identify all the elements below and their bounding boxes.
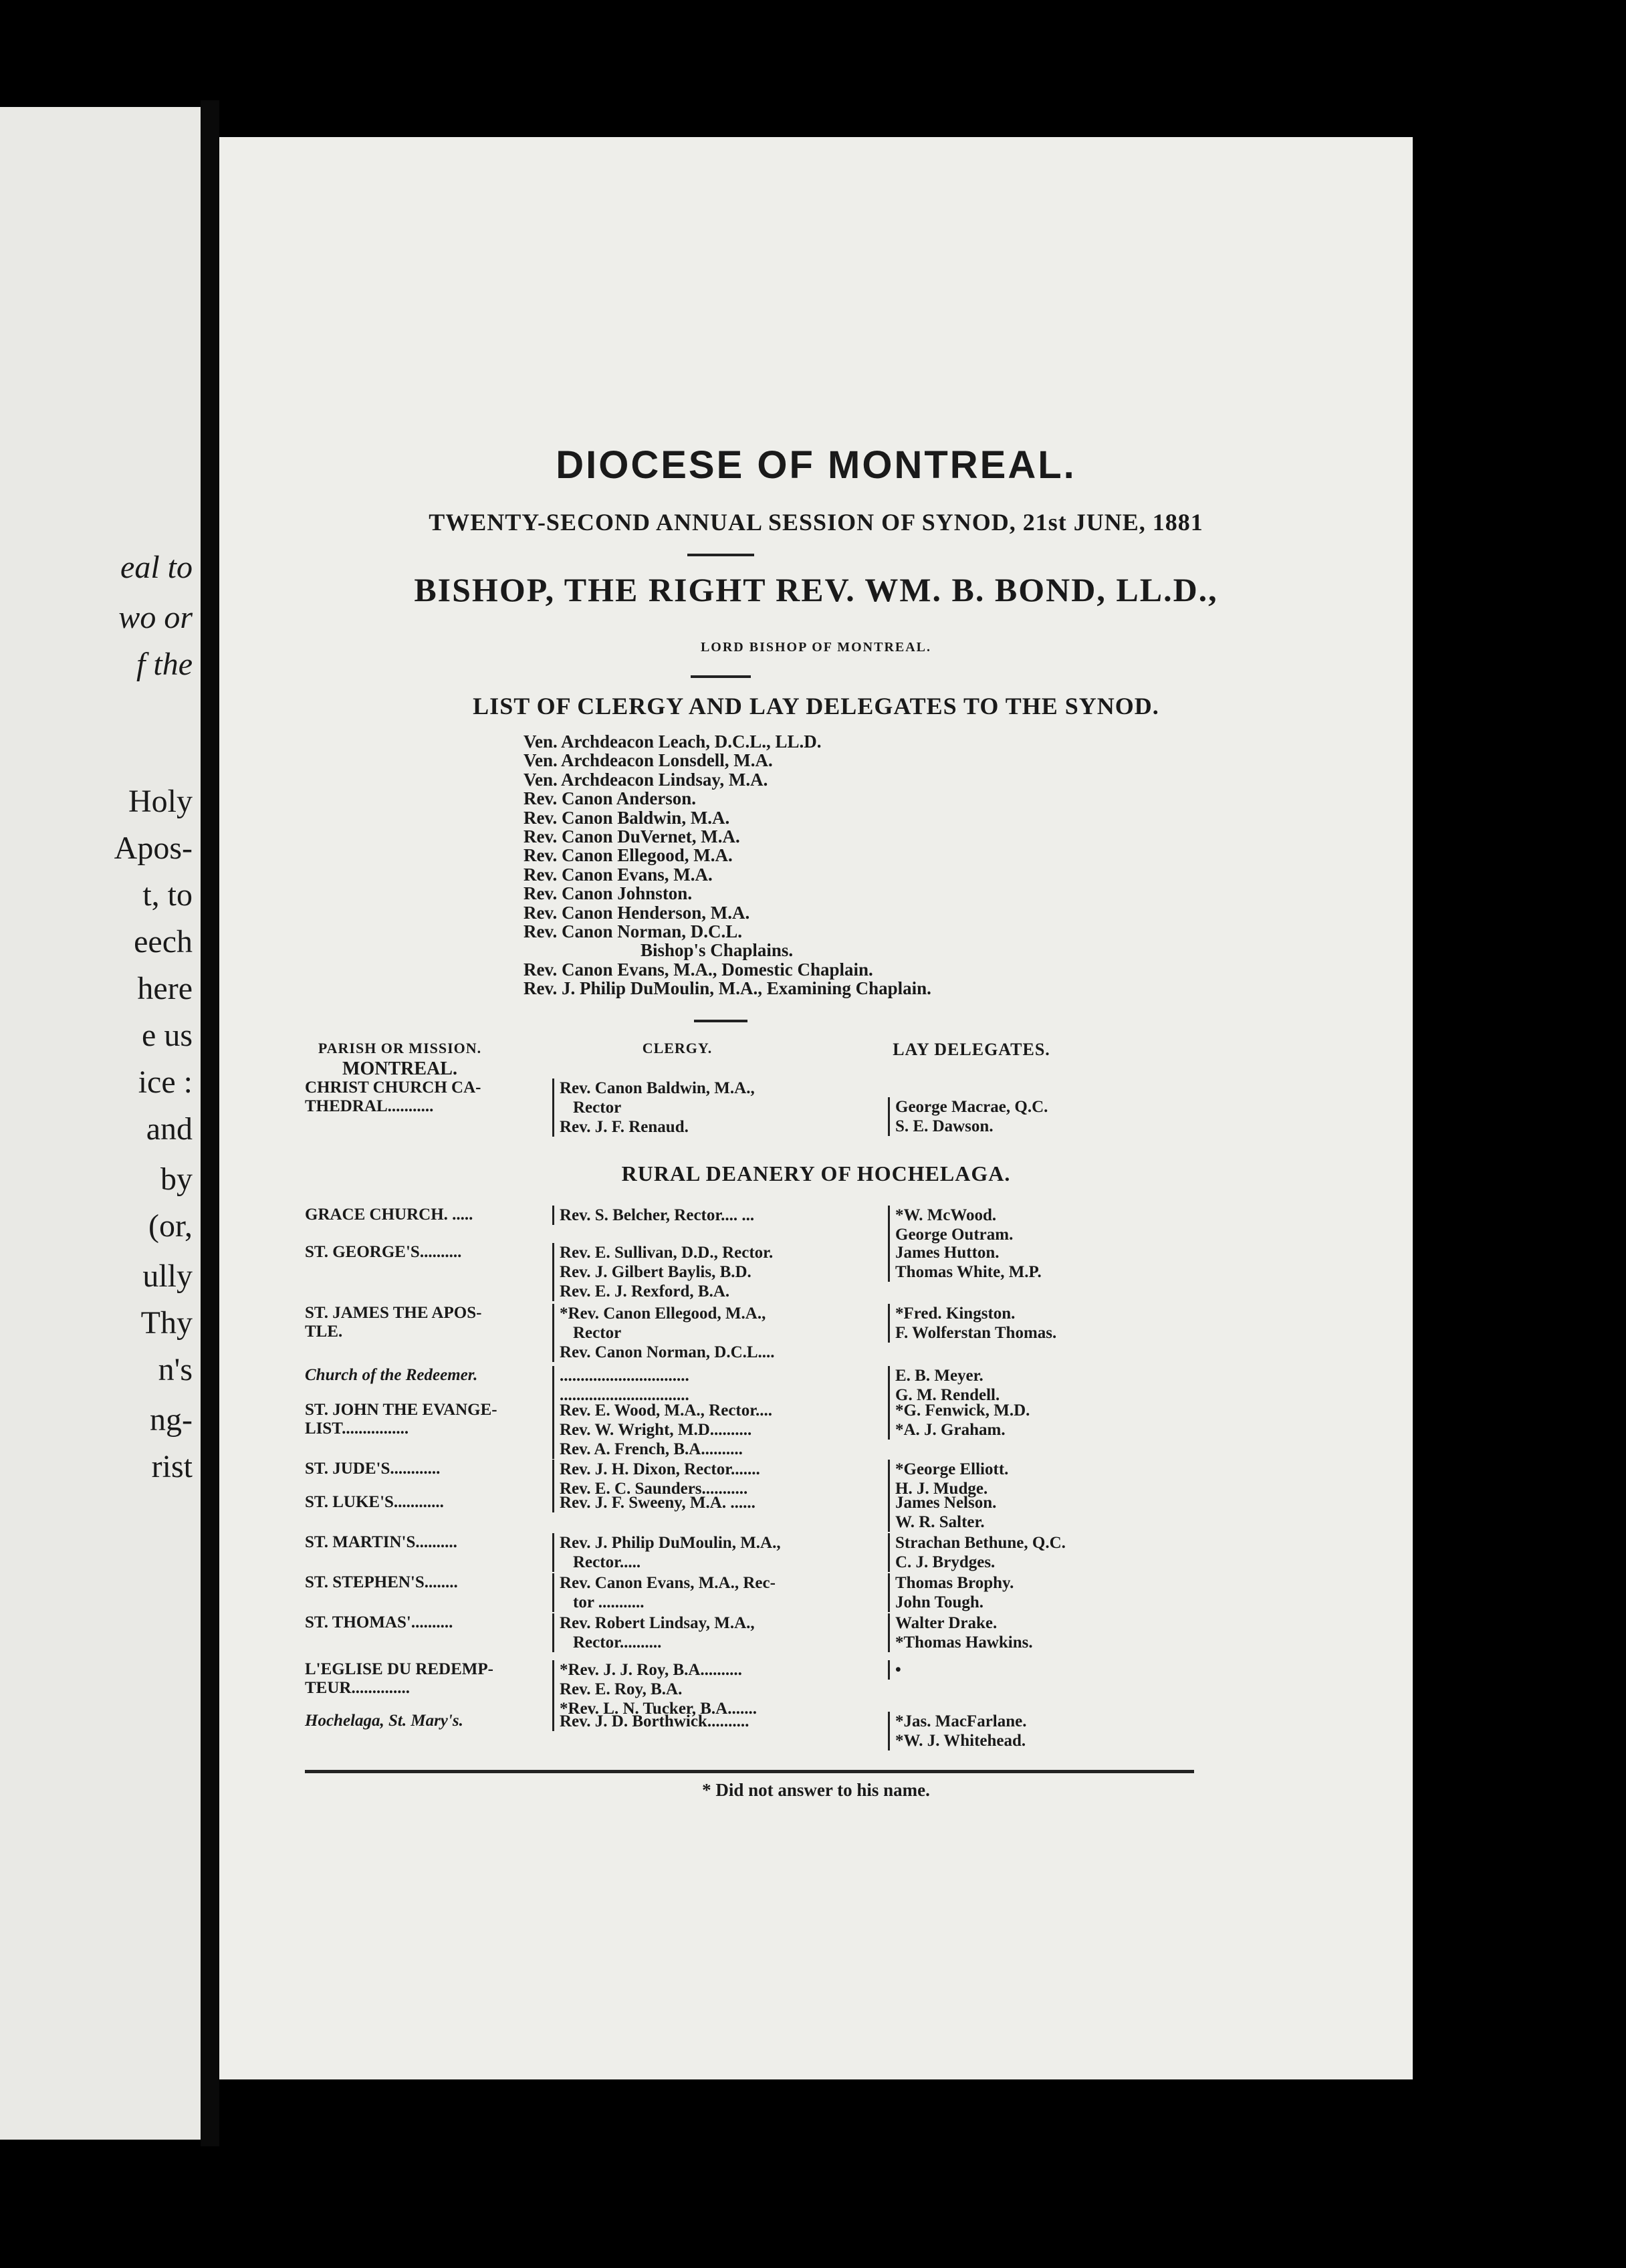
lay-line: Thomas Brophy. xyxy=(895,1574,1014,1592)
lay-line: Strachan Bethune, Q.C. xyxy=(895,1534,1066,1552)
clergy-list-item: Rev. Canon Norman, D.C.L. xyxy=(524,921,743,942)
column-header-lay-delegates: LAY DELEGATES. xyxy=(893,1040,1050,1059)
clergy-list-item: Rev. Canon Anderson. xyxy=(524,788,697,809)
lay-line: W. R. Salter. xyxy=(895,1513,985,1531)
clergy-cell xyxy=(552,1660,881,1718)
bishop-line: BISHOP, THE RIGHT REV. WM. B. BOND, LL.D., xyxy=(414,571,1218,608)
clergy-line: Rev. Canon Evans, M.A., Rec- xyxy=(560,1574,776,1592)
clergy-line: Rev. W. Wright, M.D.......... xyxy=(560,1421,752,1439)
parish-line: Hochelaga, St. Mary's. xyxy=(305,1712,463,1730)
lay-line: E. B. Meyer. xyxy=(895,1367,983,1385)
column-header-parish: PARISH OR MISSION. xyxy=(318,1040,482,1056)
left-page-text-fragment: ng- xyxy=(150,1402,193,1438)
lay-cell xyxy=(888,1366,1216,1405)
clergy-line: Rev. J. F. Sweeny, M.A. ...... xyxy=(560,1494,756,1512)
left-page-text-fragment: rist xyxy=(151,1449,193,1484)
left-page-text-fragment: (or, xyxy=(148,1208,193,1244)
clergy-line: Rev. Robert Lindsay, M.A., xyxy=(560,1614,755,1632)
lay-cell xyxy=(888,1493,1216,1532)
page-title: DIOCESE OF MONTREAL. xyxy=(556,443,1076,487)
column-header-clergy: CLERGY. xyxy=(642,1040,713,1056)
clergy-list-item: Rev. Canon Evans, M.A. xyxy=(524,864,713,885)
lay-line: S. E. Dawson. xyxy=(895,1117,994,1135)
document-page xyxy=(219,137,1413,2079)
lay-line: G. M. Rendell. xyxy=(895,1386,1000,1404)
parish-cell xyxy=(305,1613,536,1632)
parish-line: ST. THOMAS'.......... xyxy=(305,1613,453,1631)
left-page-text-fragment: e us xyxy=(142,1018,193,1053)
clergy-line: Rev. J. Gilbert Baylis, B.D. xyxy=(560,1263,751,1281)
lay-line: *W. J. Whitehead. xyxy=(895,1732,1026,1750)
clergy-list-item: Rev. Canon DuVernet, M.A. xyxy=(524,826,740,847)
divider xyxy=(691,675,751,678)
clergy-cell xyxy=(552,1401,881,1459)
table-bottom-rule xyxy=(305,1770,1194,1773)
parish-cell xyxy=(305,1206,536,1224)
clergy-list-item: Ven. Archdeacon Leach, D.C.L., LL.D. xyxy=(524,731,822,752)
clergy-line: Rector xyxy=(573,1324,622,1342)
parish-cell xyxy=(305,1079,536,1116)
divider xyxy=(687,554,754,556)
clergy-cell xyxy=(552,1493,881,1512)
parish-line: ST. JUDE'S............ xyxy=(305,1460,441,1478)
clergy-line: Rev. Canon Norman, D.C.L.... xyxy=(560,1343,775,1361)
left-page-text-fragment: t, to xyxy=(142,877,193,913)
clergy-list-item: Rev. J. Philip DuMoulin, M.A., Examining Chaplain. xyxy=(524,978,931,999)
lay-line: Thomas White, M.P. xyxy=(895,1263,1042,1281)
parish-cell xyxy=(305,1573,536,1592)
chaplains-subheading: Bishop's Chaplains. xyxy=(641,940,794,961)
clergy-line: Rev. J. F. Renaud. xyxy=(560,1118,689,1136)
clergy-list xyxy=(524,732,1125,998)
clergy-line: Rev. E. C. Saunders........... xyxy=(560,1480,748,1498)
lay-line: *G. Fenwick, M.D. xyxy=(895,1401,1030,1420)
lay-line: George Macrae, Q.C. xyxy=(895,1098,1048,1116)
clergy-cell xyxy=(552,1613,881,1652)
lay-cell xyxy=(888,1097,1216,1136)
deanery-heading: RURAL DEANERY OF HOCHELAGA. xyxy=(621,1161,1011,1185)
clergy-cell xyxy=(552,1206,881,1225)
parish-line: GRACE CHURCH. ..... xyxy=(305,1206,473,1224)
lay-line: James Hutton. xyxy=(895,1244,1000,1262)
clergy-line: Rev. J. H. Dixon, Rector....... xyxy=(560,1460,760,1478)
lay-line: F. Wolferstan Thomas. xyxy=(895,1324,1057,1342)
parish-line: TEUR.............. xyxy=(305,1679,410,1697)
clergy-line: Rev. Canon Baldwin, M.A., xyxy=(560,1079,755,1097)
parish-line: Church of the Redeemer. xyxy=(305,1366,478,1384)
parish-cell xyxy=(305,1366,536,1385)
lay-line: James Nelson. xyxy=(895,1494,997,1512)
lay-cell xyxy=(888,1206,1216,1244)
left-page-text-fragment: Thy xyxy=(140,1305,193,1341)
lay-line: Walter Drake. xyxy=(895,1614,998,1632)
left-page-text-fragment: wo or xyxy=(118,600,193,635)
lay-cell xyxy=(888,1533,1216,1572)
clergy-line: Rev. J. D. Borthwick.......... xyxy=(560,1712,749,1730)
left-page-text-fragment: f the xyxy=(136,647,193,682)
parish-line: ST. GEORGE'S.......... xyxy=(305,1243,462,1261)
footnote: * Did not answer to his name. xyxy=(702,1780,930,1800)
clergy-line: Rector..... xyxy=(573,1553,641,1571)
clergy-cell xyxy=(552,1533,881,1572)
list-heading: LIST OF CLERGY AND LAY DELEGATES TO THE SYNOD. xyxy=(473,693,1159,719)
parish-line: ST. JOHN THE EVANGE- xyxy=(305,1401,497,1419)
parish-line: THEDRAL........... xyxy=(305,1097,434,1115)
parish-cell xyxy=(305,1712,536,1730)
divider xyxy=(694,1020,747,1022)
clergy-cell xyxy=(552,1304,881,1362)
clergy-list-item: Ven. Archdeacon Lindsay, M.A. xyxy=(524,769,768,790)
parish-cell xyxy=(305,1243,536,1262)
lay-cell xyxy=(888,1613,1216,1652)
clergy-line: ............................... xyxy=(560,1367,689,1385)
lay-line: *W. McWood. xyxy=(895,1206,997,1224)
left-page-text-fragment: n's xyxy=(158,1352,193,1387)
parish-line: ST. STEPHEN'S........ xyxy=(305,1573,458,1591)
parish-cell xyxy=(305,1533,536,1552)
clergy-line: ............................... xyxy=(560,1386,689,1404)
clergy-list-item: Rev. Canon Johnston. xyxy=(524,883,693,904)
clergy-line: *Rev. Canon Ellegood, M.A., xyxy=(560,1305,766,1323)
left-page-text-fragment: eech xyxy=(134,924,193,959)
lay-cell xyxy=(888,1243,1216,1282)
lay-line: C. J. Brydges. xyxy=(895,1553,996,1571)
lord-bishop-line: LORD BISHOP OF MONTREAL. xyxy=(700,640,932,655)
clergy-list-item: Rev. Canon Henderson, M.A. xyxy=(524,902,750,923)
parish-line: LIST................ xyxy=(305,1420,409,1438)
clergy-cell xyxy=(552,1712,881,1731)
parish-cell xyxy=(305,1460,536,1478)
left-page-text-fragment: Apos- xyxy=(114,830,193,866)
parish-line: ST. LUKE'S............ xyxy=(305,1493,444,1511)
clergy-cell xyxy=(552,1079,881,1137)
clergy-list-item: Rev. Canon Evans, M.A., Domestic Chaplain. xyxy=(524,959,873,980)
left-page-fragment xyxy=(0,107,201,2140)
left-page-text-fragment: by xyxy=(160,1161,193,1197)
lay-line: John Tough. xyxy=(895,1593,984,1611)
clergy-list-item: Ven. Archdeacon Lonsdell, M.A. xyxy=(524,750,773,771)
section-heading-montreal: MONTREAL. xyxy=(342,1058,457,1079)
clergy-cell xyxy=(552,1573,881,1612)
clergy-line: Rev. S. Belcher, Rector.... ... xyxy=(560,1206,755,1224)
left-page-text-fragment: and xyxy=(146,1111,193,1147)
lay-line: *George Elliott. xyxy=(895,1460,1009,1478)
clergy-line: tor ........... xyxy=(573,1593,645,1611)
clergy-cell xyxy=(552,1366,881,1405)
left-page-text-fragment: eal to xyxy=(120,550,193,585)
parish-cell xyxy=(305,1401,536,1438)
clergy-line: Rev. E. Sullivan, D.D., Rector. xyxy=(560,1244,774,1262)
left-page-text-fragment: here xyxy=(137,971,193,1006)
clergy-line: Rev. J. Philip DuMoulin, M.A., xyxy=(560,1534,781,1552)
clergy-line: *Rev. L. N. Tucker, B.A....... xyxy=(560,1700,757,1718)
left-page-text-fragment: Holy xyxy=(128,784,193,819)
clergy-line: Rev. E. Wood, M.A., Rector.... xyxy=(560,1401,773,1420)
parish-line: TLE. xyxy=(305,1323,343,1341)
parish-line: CHRIST CHURCH CA- xyxy=(305,1079,481,1097)
clergy-line: Rector.......... xyxy=(573,1633,662,1652)
parish-cell xyxy=(305,1660,536,1698)
parish-line: ST. MARTIN'S.......... xyxy=(305,1533,457,1551)
lay-line: *Thomas Hawkins. xyxy=(895,1633,1033,1652)
clergy-line: Rev. E. Roy, B.A. xyxy=(560,1680,683,1698)
lay-line: *A. J. Graham. xyxy=(895,1421,1006,1439)
lay-line: *Fred. Kingston. xyxy=(895,1305,1016,1323)
lay-line: *Jas. MacFarlane. xyxy=(895,1712,1027,1730)
parish-line: L'EGLISE DU REDEMP- xyxy=(305,1660,493,1678)
lay-cell xyxy=(888,1401,1216,1440)
clergy-list-item: Rev. Canon Ellegood, M.A. xyxy=(524,845,733,866)
clergy-cell xyxy=(552,1243,881,1301)
lay-line: H. J. Mudge. xyxy=(895,1480,988,1498)
session-line: TWENTY-SECOND ANNUAL SESSION OF SYNOD, 21st JUNE, 1881 xyxy=(429,509,1203,536)
lay-cell xyxy=(888,1304,1216,1343)
left-page-text-fragment: ully xyxy=(142,1258,193,1294)
left-page-text-fragment: ice : xyxy=(138,1064,193,1100)
parish-cell xyxy=(305,1304,536,1341)
clergy-line: Rev. E. J. Rexford, B.A. xyxy=(560,1282,730,1300)
parish-line: ST. JAMES THE APOS- xyxy=(305,1304,482,1322)
lay-line: • xyxy=(895,1661,901,1679)
parish-cell xyxy=(305,1493,536,1512)
clergy-list-item: Rev. Canon Baldwin, M.A. xyxy=(524,807,730,828)
clergy-line: *Rev. J. J. Roy, B.A.......... xyxy=(560,1661,742,1679)
lay-cell xyxy=(888,1712,1216,1750)
lay-cell xyxy=(888,1660,1216,1680)
lay-line: George Outram. xyxy=(895,1226,1014,1244)
page-gutter xyxy=(201,100,219,2146)
clergy-line: Rev. A. French, B.A.......... xyxy=(560,1440,743,1458)
clergy-line: Rector xyxy=(573,1099,622,1117)
lay-cell xyxy=(888,1573,1216,1612)
